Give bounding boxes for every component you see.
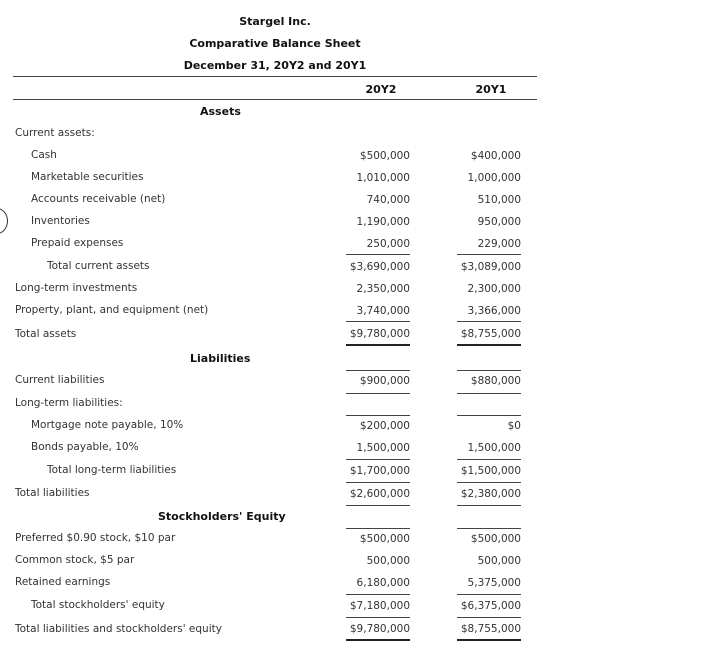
row-label: Common stock, $5 par bbox=[15, 554, 135, 566]
value-20y1: 5,375,000 bbox=[467, 577, 521, 589]
section-rule bbox=[346, 528, 410, 529]
value-20y2: 6,180,000 bbox=[356, 577, 410, 589]
row-label: Inventories bbox=[31, 215, 90, 227]
value-20y1: 950,000 bbox=[477, 216, 521, 228]
statement-title: Comparative Balance Sheet bbox=[189, 37, 361, 50]
value-20y1: $8,755,000 bbox=[460, 328, 521, 340]
value-20y1: 229,000 bbox=[477, 238, 521, 250]
value-20y2: 1,010,000 bbox=[356, 172, 410, 184]
row-label: Accounts receivable (net) bbox=[31, 193, 166, 205]
subtotal-rule bbox=[346, 505, 410, 506]
section-rule bbox=[346, 393, 410, 394]
value-20y1: $0 bbox=[507, 420, 521, 432]
value-20y2: $1,700,000 bbox=[349, 465, 410, 477]
value-20y1: $3,089,000 bbox=[460, 261, 521, 273]
value-20y2: 3,740,000 bbox=[356, 305, 410, 317]
subtotal-rule bbox=[457, 254, 521, 255]
row-label: Total liabilities bbox=[15, 487, 90, 499]
row-label: Long-term investments bbox=[15, 282, 138, 294]
row-label: Current liabilities bbox=[15, 374, 105, 386]
value-20y1: $2,380,000 bbox=[460, 488, 521, 500]
subtotal-rule bbox=[346, 321, 410, 322]
row-label: Marketable securities bbox=[31, 171, 144, 183]
subtotal-rule bbox=[346, 459, 410, 460]
value-20y1: $880,000 bbox=[470, 375, 521, 387]
section-rule bbox=[346, 370, 410, 371]
value-20y2: $7,180,000 bbox=[349, 600, 410, 612]
section-rule bbox=[457, 370, 521, 371]
assets-heading: Assets bbox=[200, 105, 241, 118]
value-20y2: 1,500,000 bbox=[356, 442, 410, 454]
value-20y2: 250,000 bbox=[366, 238, 410, 250]
current-assets-label: Current assets: bbox=[15, 127, 95, 139]
value-20y1: $8,755,000 bbox=[460, 623, 521, 635]
subtotal-rule bbox=[457, 505, 521, 506]
column-header-20y2: 20Y2 bbox=[365, 83, 397, 96]
header-rule-top bbox=[13, 76, 537, 77]
total-double-rule bbox=[457, 639, 521, 641]
section-rule bbox=[457, 393, 521, 394]
statement-date: December 31, 20Y2 and 20Y1 bbox=[183, 59, 367, 72]
value-20y2: $9,780,000 bbox=[349, 328, 410, 340]
row-label: Property, plant, and equipment (net) bbox=[15, 304, 209, 316]
value-20y1: $6,375,000 bbox=[460, 600, 521, 612]
section-rule bbox=[457, 415, 521, 416]
value-20y1: 510,000 bbox=[477, 194, 521, 206]
long-term-liabilities-label: Long-term liabilities: bbox=[15, 397, 123, 409]
value-20y2: $200,000 bbox=[359, 420, 410, 432]
total-double-rule bbox=[346, 344, 410, 346]
value-20y2: $2,600,000 bbox=[349, 488, 410, 500]
value-20y2: $9,780,000 bbox=[349, 623, 410, 635]
edge-circle-mark bbox=[0, 208, 8, 234]
subtotal-rule bbox=[457, 459, 521, 460]
subtotal-rule bbox=[457, 617, 521, 618]
subtotal-rule bbox=[457, 321, 521, 322]
value-20y2: 740,000 bbox=[366, 194, 410, 206]
value-20y1: $1,500,000 bbox=[460, 465, 521, 477]
section-rule bbox=[346, 415, 410, 416]
subtotal-rule bbox=[346, 482, 410, 483]
value-20y2: $900,000 bbox=[359, 375, 410, 387]
row-label: Preferred $0.90 stock, $10 par bbox=[15, 532, 176, 544]
subtotal-rule bbox=[346, 617, 410, 618]
row-label: Bonds payable, 10% bbox=[31, 441, 139, 453]
column-header-20y1: 20Y1 bbox=[475, 83, 507, 96]
subtotal-rule bbox=[457, 594, 521, 595]
subtotal-rule bbox=[346, 254, 410, 255]
value-20y1: 1,000,000 bbox=[467, 172, 521, 184]
row-label: Total liabilities and stockholders' equity bbox=[15, 623, 222, 635]
row-label: Total assets bbox=[15, 328, 77, 340]
value-20y1: 500,000 bbox=[477, 555, 521, 567]
value-20y1: 1,500,000 bbox=[467, 442, 521, 454]
row-label: Mortgage note payable, 10% bbox=[31, 419, 184, 431]
value-20y1: $500,000 bbox=[470, 533, 521, 545]
company-name: Stargel Inc. bbox=[239, 15, 311, 28]
value-20y2: 2,350,000 bbox=[356, 283, 410, 295]
value-20y1: 3,366,000 bbox=[467, 305, 521, 317]
row-label: Total long-term liabilities bbox=[47, 464, 177, 476]
value-20y1: $400,000 bbox=[470, 150, 521, 162]
value-20y1: 2,300,000 bbox=[467, 283, 521, 295]
equity-heading: Stockholders' Equity bbox=[158, 510, 286, 523]
value-20y2: $3,690,000 bbox=[349, 261, 410, 273]
total-double-rule bbox=[457, 344, 521, 346]
subtotal-rule bbox=[346, 594, 410, 595]
subtotal-rule bbox=[457, 482, 521, 483]
header-rule-bottom bbox=[13, 99, 537, 100]
value-20y2: $500,000 bbox=[359, 150, 410, 162]
value-20y2: $500,000 bbox=[359, 533, 410, 545]
total-double-rule bbox=[346, 639, 410, 641]
row-label: Retained earnings bbox=[15, 576, 111, 588]
row-label: Total stockholders' equity bbox=[31, 599, 165, 611]
row-label: Prepaid expenses bbox=[31, 237, 124, 249]
liabilities-heading: Liabilities bbox=[190, 352, 251, 365]
row-label: Total current assets bbox=[47, 260, 150, 272]
value-20y2: 500,000 bbox=[366, 555, 410, 567]
section-rule bbox=[457, 528, 521, 529]
value-20y2: 1,190,000 bbox=[356, 216, 410, 228]
row-label: Cash bbox=[31, 149, 57, 161]
